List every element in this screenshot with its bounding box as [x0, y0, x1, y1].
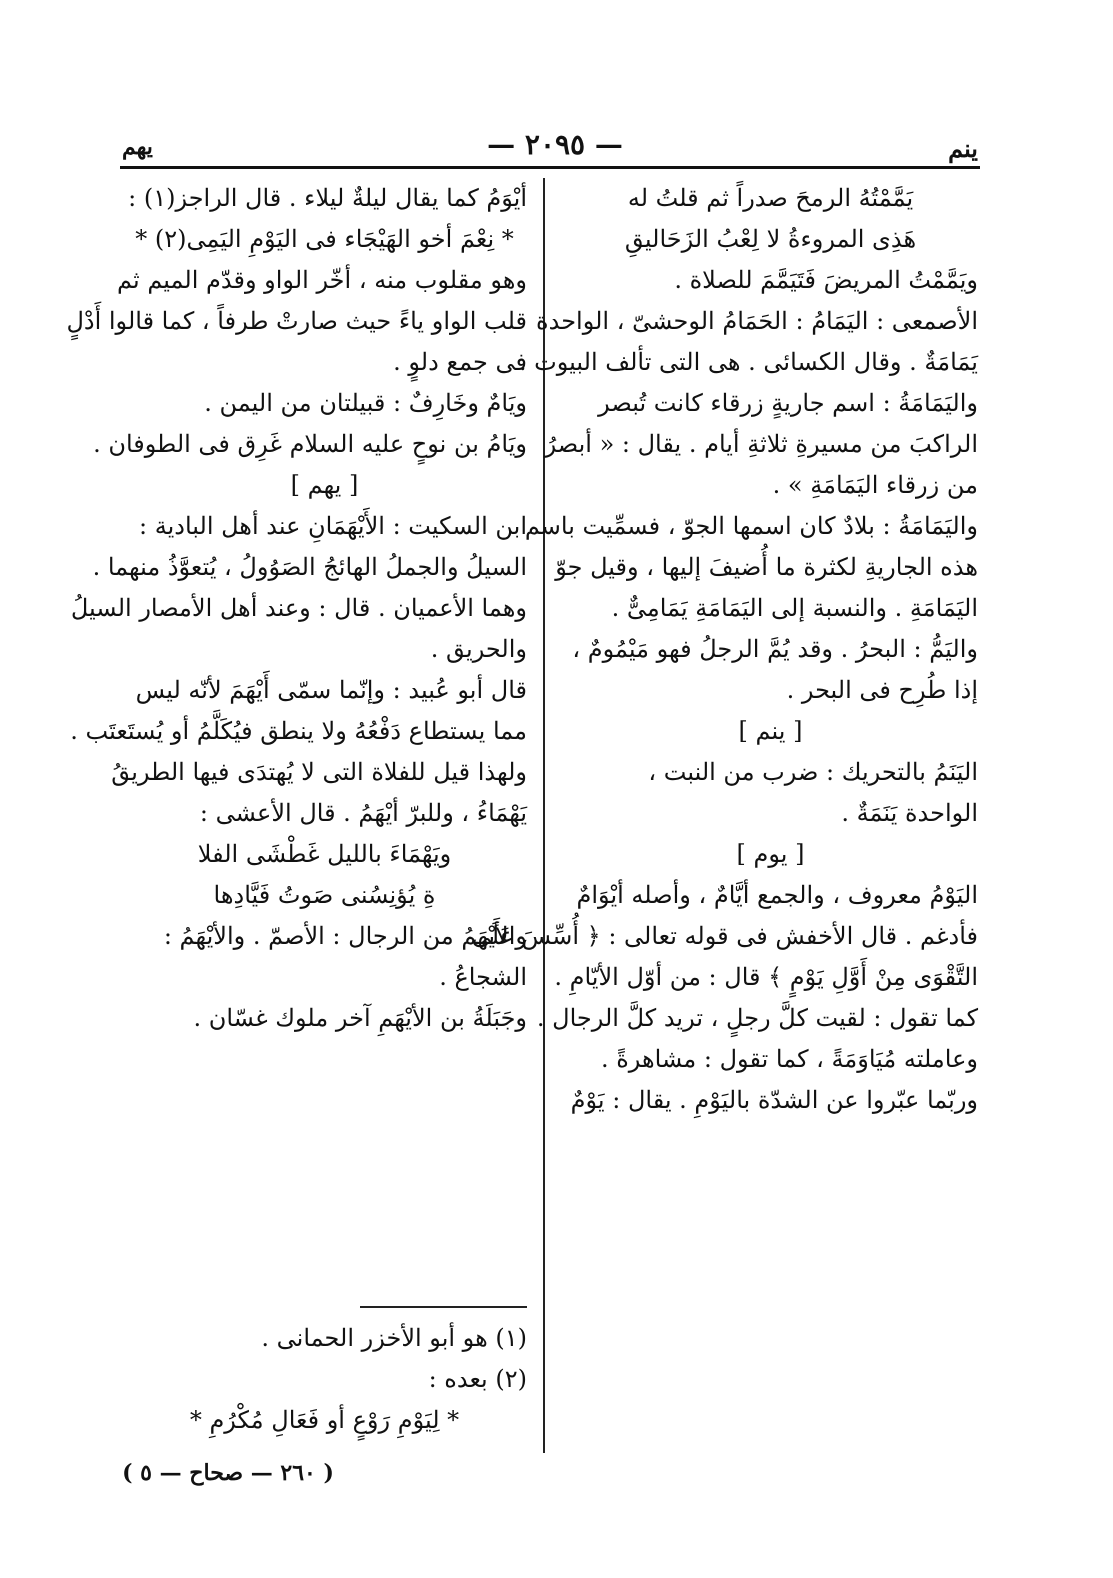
- text-line: وعاملته مُيَاوَمَةً ، كما تقول : مشاهرةً .: [600, 1045, 978, 1073]
- page-number: — ٢٠٩٥ —: [487, 128, 623, 161]
- verse-line: * نِعْمَ أخو الهَيْجَاء فى اليَوْمِ اليَمِى(٢) *: [135, 225, 514, 253]
- text-line: واليَمُّ : البحرُ . وقد يُمَّ الرجلُ فهو مَيْمُومٌ ،: [572, 635, 978, 663]
- text-line: يَهْمَاءُ ، وللبرّ أيْهَمُ . قال الأعشى :: [199, 799, 527, 827]
- text-line: ويَمَّمْتُ المريضَ فَتَيَمَّمَ للصلاة .: [674, 266, 978, 294]
- text-line: هذه الجاريةِ لكثرة ما أُضيفَ إليها ، وقيل جوّ: [555, 553, 978, 581]
- text-line: كما تقول : لقيت كلَّ رجلٍ ، تريد كلَّ الرجال .: [536, 1004, 978, 1032]
- text-line: ويَامٌ وخَارِفٌ : قبيلتان من اليمن .: [204, 389, 527, 417]
- verse-line: ةِ يُؤنِسُنى صَوتُ فَيَّادِها: [213, 881, 436, 909]
- text-line: واليَمَامَةُ : اسم جاريةٍ زرقاء كانت تُبصر: [598, 389, 978, 417]
- verse-line: ويَهْمَاءَ بالليل غَطْشَى الفلا: [197, 840, 452, 868]
- text-line: وهما الأعميان . قال : وعند أهل الأمصار السيلُ: [70, 594, 527, 622]
- text-line: الراكبَ من مسيرةِ ثلاثةِ أيام . يقال : « أبصرُ: [544, 430, 978, 458]
- text-line: ابن السكيت : الأَيْهَمَانِ عند أهل البادية :: [139, 512, 527, 540]
- footnote-rule: [360, 1306, 527, 1308]
- footer-signature: ( ٢٦٠ — صحاح — ٥ ): [122, 1460, 334, 1486]
- text-line: قال أبو عُبيد : وإنّما سمّى أَيْهَمَ لأنّه ليس: [135, 676, 527, 704]
- verse-line: يَمَّمْتُهُ الرمحَ صدراً ثم قلتُ له: [627, 184, 914, 212]
- header-rule: [120, 166, 980, 169]
- text-line: يَمَامَةٌ . وقال الكسائى . هى التى تألف البيوت .: [518, 348, 978, 376]
- text-line: قلب الواو ياءً حيث صارتْ طرفاً ، كما قالوا أَدْلٍ: [66, 307, 527, 335]
- verse-line: هَذِى المروءةُ لا لِعْبُ الزَحَاليقِ: [624, 225, 917, 253]
- left-column: [66, 178, 527, 1039]
- text-line: فى جمع دلوٍ .: [393, 348, 527, 376]
- text-line: ويَامُ بن نوحٍ عليه السلام غَرِق فى الطوفان .: [93, 430, 527, 458]
- text-line: الواحدة يَنَمَةٌ .: [841, 799, 978, 827]
- section-heading-ynm: [ ينم ]: [738, 717, 803, 745]
- section-heading-ywm: [ يوم ]: [736, 840, 805, 868]
- text-line: التَّقْوَى مِنْ أَوَّلِ يَوْمٍ ﴾ قال : من أوّل الأيّامِ .: [554, 963, 978, 991]
- text-line: وجَبَلَةُ بن الأيْهَمِ آخر ملوك غسّان .: [193, 1004, 527, 1032]
- footnote-verse: * لِيَوْمِ رَوْعٍ أو فَعَالِ مُكْرُمِ *: [189, 1406, 460, 1434]
- text-line: فأدغم . قال الأخفش فى قوله تعالى : ﴿ أُسِّسَ عَلَى: [471, 922, 978, 950]
- footnote-1: (١) هو أبو الأخزر الحمانى .: [261, 1324, 527, 1352]
- header-keyword-left: يهم: [122, 134, 153, 160]
- text-line: أيْوَمُ كما يقال ليلةٌ ليلاء . قال الراجز(١) :: [128, 184, 527, 212]
- text-line: اليَمَامَةِ . والنسبة إلى اليَمَامَةِ يَمَامِىٌّ .: [611, 594, 978, 622]
- header-keyword-right: ينم: [948, 134, 978, 163]
- text-line: وهو مقلوب منه ، أخّر الواو وقدّم الميم ثم: [117, 266, 527, 294]
- section-heading-yhm: [ يهم ]: [290, 471, 359, 499]
- text-line: والحريق .: [430, 635, 527, 663]
- footnote-2: (٢) بعده :: [428, 1365, 527, 1393]
- text-line: ولهذا قيل للفلاة التى لا يُهتدَى فيها الطريقُ: [111, 758, 527, 786]
- text-line: اليَنَمُ بالتحريك : ضرب من النبت ،: [648, 758, 978, 786]
- text-line: مما يستطاع دَفْعُهُ ولا ينطق فيُكَلَّمُ أو يُستَعتَب .: [70, 717, 527, 745]
- text-line: من زرقاء اليَمَامَةِ » .: [772, 471, 978, 499]
- text-line: والأَيْهَمُ من الرجال : الأصمّ . والأيْهَمُ :: [163, 922, 527, 950]
- text-line: إذا طُرِح فى البحر .: [786, 676, 978, 704]
- text-line: الأصمعى : اليَمَامُ : الحَمَامُ الوحشىّ ، الواحدة: [536, 307, 978, 335]
- text-line: اليَوْمُ معروف ، والجمع أيَّامٌ ، وأصله أيْوَامٌ: [576, 881, 978, 909]
- text-line: وربّما عبّروا عن الشدّة باليَوْمِ . يقال : يَوْمٌ: [570, 1086, 978, 1114]
- text-line: واليَمَامَةُ : بلادٌ كان اسمها الجوّ ، فسمِّيت باسم: [524, 512, 978, 540]
- text-line: السيلُ والجملُ الهائجُ الصَوُولُ ، يُتعوَّذُ منهما .: [92, 553, 527, 581]
- footnotes: [122, 1318, 527, 1441]
- text-line: الشجاعُ .: [439, 963, 527, 991]
